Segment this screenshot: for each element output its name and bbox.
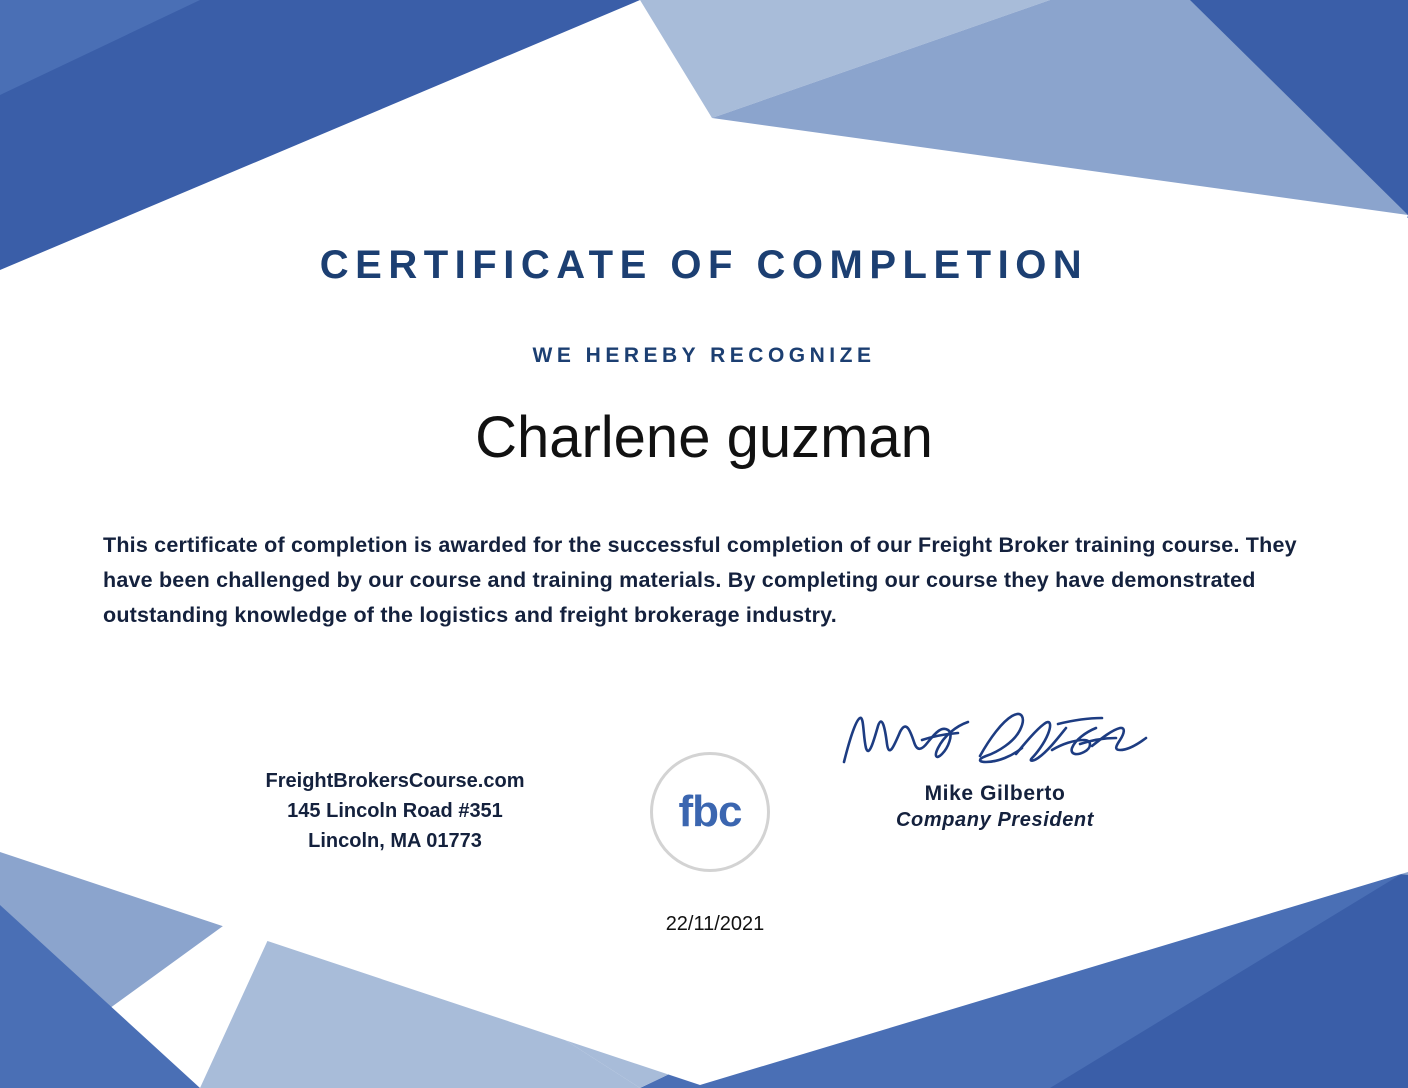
certificate-body-text: This certificate of completion is awarded for the successful completion of our Freight Broker training course. They have been challenged by our course and training materials. By completing our course they have demonstrated outstanding knowledge of the logistics and freight brokerage industry. [103,533,1297,627]
signature-block [830,700,1160,832]
recipient-name: Charlene guzman [475,405,933,470]
recognition-label: WE HEREBY RECOGNIZE [532,344,876,367]
organization-address-line2: Lincoln, MA 01773 [308,830,482,852]
signer-name: Mike Gilberto [924,782,1066,805]
signature-mark [830,700,1160,780]
issue-date: 22/11/2021 [665,913,765,935]
logo-text: fbc [678,787,742,836]
page-title: CERTIFICATE OF COMPLETION [319,243,1089,287]
handwritten-signature-icon [830,700,1160,780]
organization-block [150,766,640,856]
organization-website: FreightBrokersCourse.com [265,770,525,792]
fbc-logo [650,752,776,878]
organization-address-line1: 145 Lincoln Road #351 [287,800,503,822]
signer-role: Company President [895,809,1095,831]
